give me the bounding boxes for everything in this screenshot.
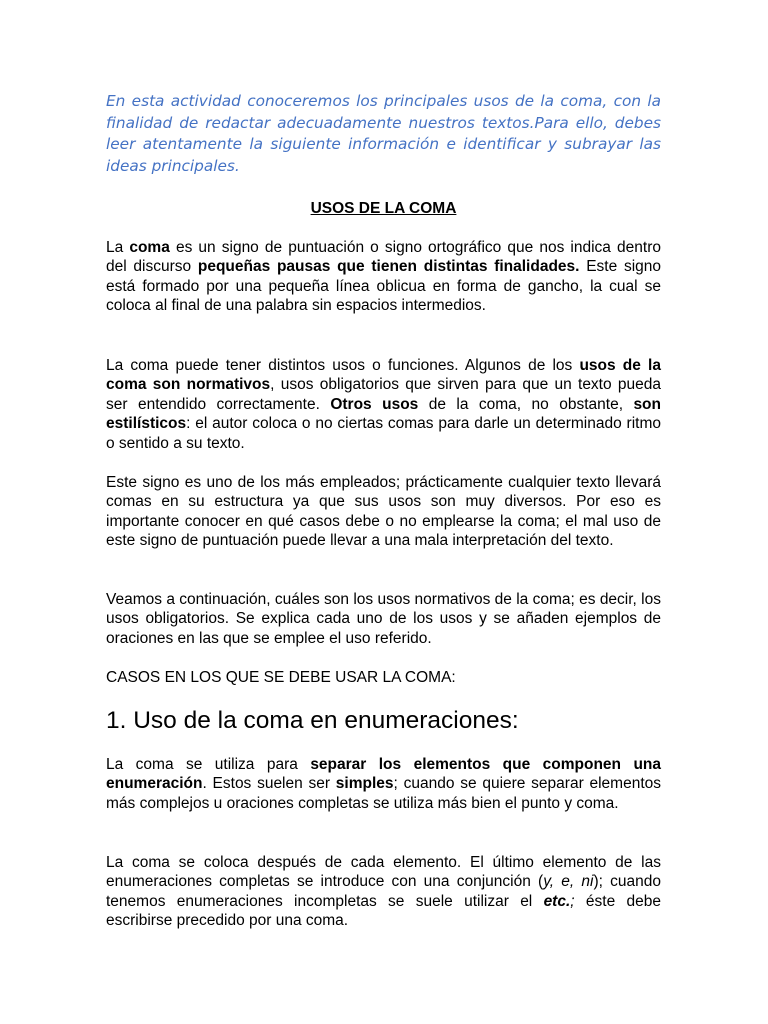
bold-text: usos de la coma son normativos xyxy=(106,357,661,394)
intro-paragraph: En esta actividad conoceremos los principales usos de la coma, con la finalidad de redactar adecuadamente nuestros textos.Para ello, debes leer atentamente la siguiente información e identificar y subrayar las ideas principales. xyxy=(106,92,661,175)
text: , usos obligatorios que sirven para que un texto pueda ser entendido correctamente. xyxy=(106,376,661,413)
paragraph-placement xyxy=(106,853,661,931)
bold-text: separar los elementos que componen una enumeración xyxy=(106,756,661,793)
text: La coma puede tener distintos usos o funciones. Algunos de los xyxy=(106,357,580,374)
text: Este signo está formado por una pequeña línea oblicua en forma de gancho, la cual se coloca al final de una palabra sin espacios intermedios. xyxy=(106,258,662,315)
text: La coma se coloca después de cada elemento. El último elemento de las enumeraciones completas se introduce con una conjunción ( xyxy=(106,854,661,891)
section-heading: 1. Uso de la coma en enumeraciones: xyxy=(106,707,519,734)
bold-text: son estilísticos xyxy=(106,395,661,433)
text: La xyxy=(106,239,130,256)
text: : el autor coloca o no ciertas comas para darle un determinado ritmo o sentido a su texto. xyxy=(106,415,661,452)
bold-text: coma xyxy=(129,239,170,256)
text: ; cuando se quiere separar elementos más complejos u oraciones completas se utiliza más bien el punto y coma. xyxy=(106,775,661,812)
text: . Estos suelen ser xyxy=(202,775,336,793)
italic-text: ; xyxy=(570,892,575,910)
text: ); cuando tenemos enumeraciones incompletas se suele utilizar el xyxy=(106,873,661,910)
cases-heading: CASOS EN LOS QUE SE DEBE USAR LA COMA: xyxy=(106,669,456,686)
bold-text: Otros usos xyxy=(330,395,419,413)
text: de la coma, no obstante, xyxy=(418,395,634,413)
italic-text: y, e, ni xyxy=(543,873,594,891)
paragraph-definition xyxy=(106,238,661,316)
text: La coma se utiliza para xyxy=(106,756,311,773)
text: es un signo de puntuación o signo ortográfico que nos indica dentro del discurso xyxy=(106,239,661,276)
paragraph-uses xyxy=(106,356,661,453)
paragraph-importance: Este signo es uno de los más empleados; prácticamente cualquier texto llevará comas en su estructura ya que sus usos son muy diversos. Por eso es importante conocer en qué casos debe o no emplearse la coma; el mal uso de este signo de puntuación puede llevar a una mala interpretación del texto. xyxy=(106,474,661,550)
paragraph-enumeration xyxy=(106,755,661,813)
bold-text: simples xyxy=(335,775,394,793)
bold-italic-text: etc. xyxy=(543,892,571,910)
page-title: USOS DE LA COMA xyxy=(310,200,457,217)
text: éste debe escribirse precedido por una coma. xyxy=(106,892,661,930)
paragraph-normative: Veamos a continuación, cuáles son los usos normativos de la coma; es decir, los usos obligatorios. Se explica cada uno de los usos y se añaden ejemplos de oraciones en las que se emplee el uso referido. xyxy=(106,591,661,647)
bold-text: pequeñas pausas que tienen distintas finalidades. xyxy=(197,258,580,276)
